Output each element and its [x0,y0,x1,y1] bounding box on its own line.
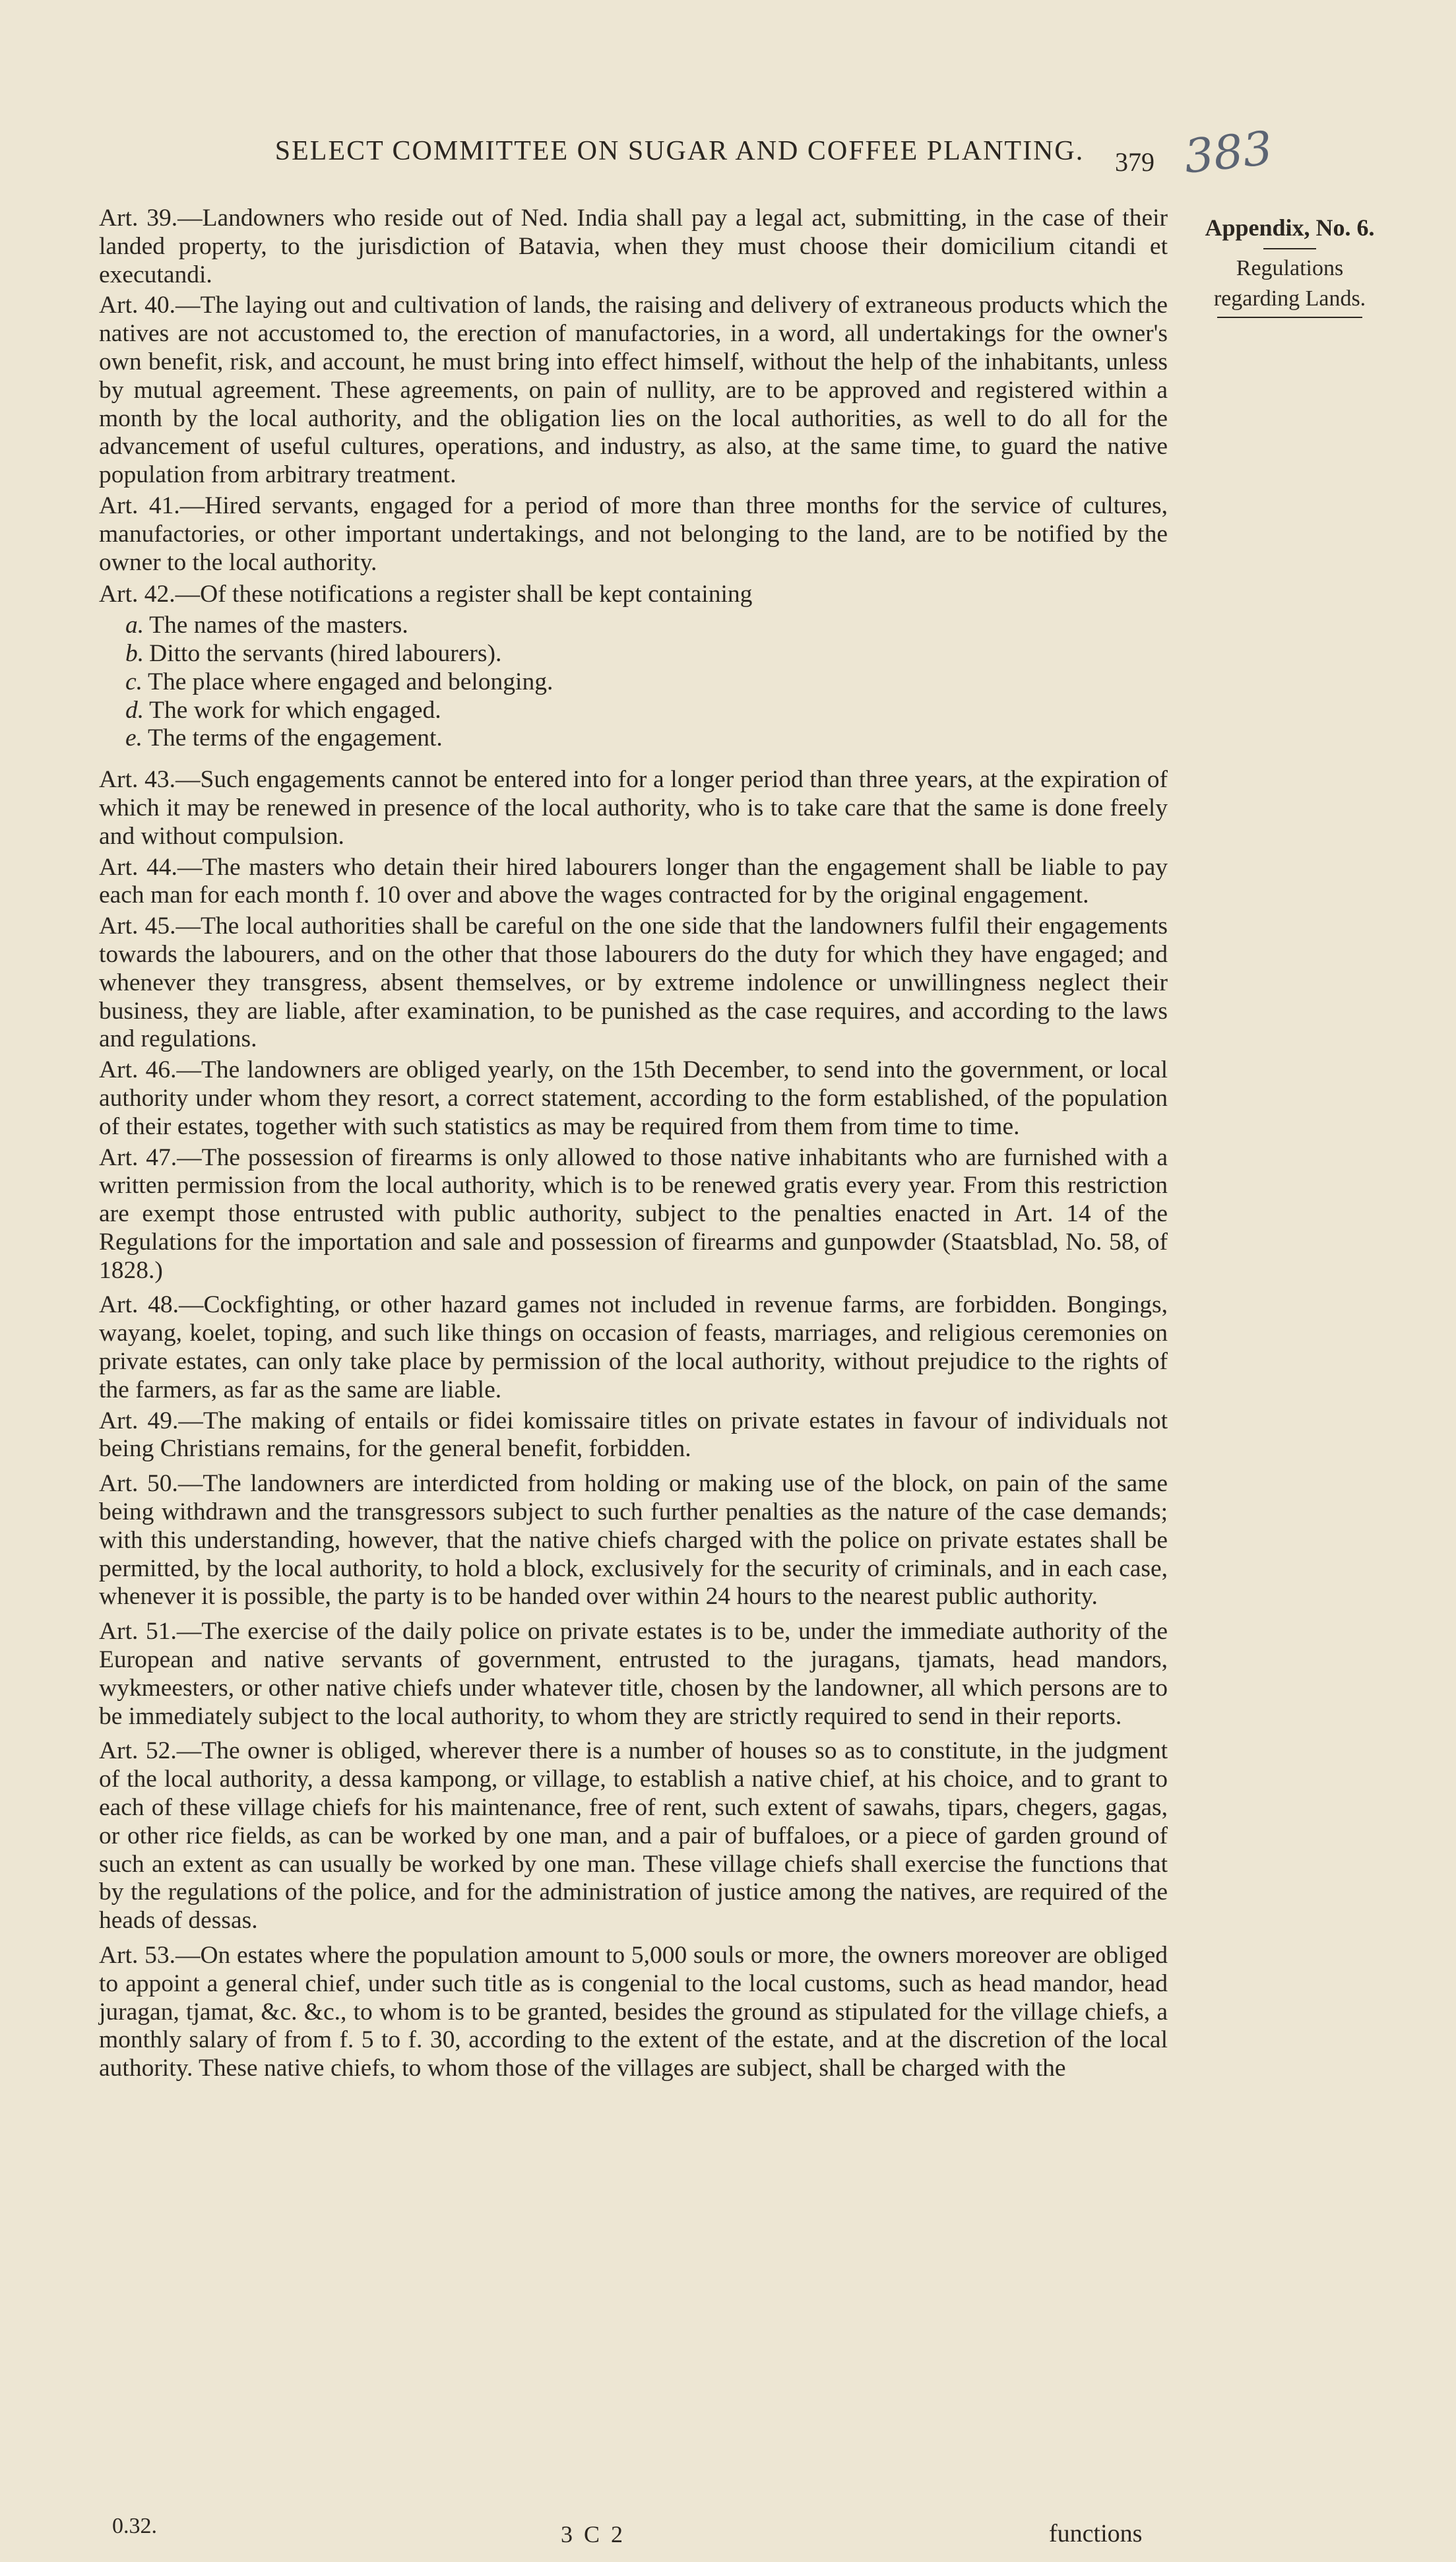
article-47: Art. 47.—The possession of firearms is only allowed to those native inhabitants who are furnished with a written permission from the local authority, which is to be renewed gratis every year. From this restriction are exempt those entrusted with public authority, subject to the penalties enacted in Art. 14 of the Regulations for the importation and sale and possession of firearms and gunpowder (Staatsblad, No. 58, of 1828.) [99,1143,1168,1284]
article-53: Art. 53.—On estates where the population amount to 5,000 souls or more, the owners moreover are obliged to appoint a general chief, under such title as is congenial to the local customs, such as head mandor, head juragan, tjamat, &c. &c., to whom is to be granted, besides the ground as stipulated for the village chiefs, a monthly salary of from f. 5 to f. 30, according to the extent of the estate, and at the discretion of the local authority. These native chiefs, to whom those of the villages are subject, shall be charged with the [99,1942,1168,2082]
list-item: b. Ditto the servants (hired labourers). [125,639,502,667]
article-49: Art. 49.—The making of entails or fidei komissaire titles on private estates in favour of individuals not being Christians remains, for the general benefit, forbidden. [99,1407,1168,1463]
list-item: e. The terms of the engagement. [125,724,443,752]
sidenote-line-2: regarding Lands. [1213,286,1366,311]
article-52: Art. 52.—The owner is obliged, wherever there is a number of houses so as to constitute, in the judgment of the local authority, a dessa kampong, or village, to establish a native chief, at his choice, and to grant to each of these village chiefs for his maintenance, free of rent, such extent of sawahs, tipars, chegers, gagas, or other rice fields, as can be worked by one man, and a pair of buffaloes, or a piece of garden ground of such an extent as can usually be worked by one man. These village chiefs shall exercise the functions that by the regulations of the police, and for the administration of justice among the natives, are required of the heads of dessas. [99,1737,1168,1935]
article-50: Art. 50.—The landowners are interdicted from holding or making use of the block, on pain of the same being withdrawn and the transgressors subject to such further penalties as the nature of the case demands; with this understanding, however, that the native chiefs charged with the police on private estates shall be permitted, by the local authority, to hold a block, exclusively for the security of criminals, and in each case, whenever it is possible, the party is to be handed over within 24 hours to the nearest public authority. [99,1470,1168,1611]
running-title: SELECT COMMITTEE ON SUGAR AND COFFEE PLANTING. [274,136,1085,166]
article-40: Art. 40.—The laying out and cultivation of lands, the raising and delivery of extraneous products which the natives are not accustomed to, the erection of manufactories, in a word, all undertakings for the owner's own benefit, risk, and account, he must bring into effect himself, without the help of the inhabitants, unless by mutual agreement. These agreements, on pain of nullity, are to be approved and registered within a month by the local authority, and the obligation lies on the local authorities, as well to do all for the advancement of useful cultures, operations, and industry, as also, at the same time, to guard the native population from arbitrary treatment. [99,292,1168,489]
article-45: Art. 45.—The local authorities shall be careful on the one side that the landowners fulfil their engagements towards the labourers, and on the other that those labourers do the duty for which they have engaged; and whenever they transgress, absent themselves, or by extreme indolence or unwillingness neglect their business, they are liable, after examination, to be punished as the case requires, and according to the laws and regulations. [99,913,1168,1053]
divider [1217,317,1362,318]
page-number: 379 [1115,147,1155,177]
register-list [99,612,1168,753]
document-body [99,205,1168,2086]
article-41: Art. 41.—Hired servants, engaged for a period of more than three months for the service of cultures, manufactories, or other important undertakings, and not belonging to the land, are to be notified by the owner to the local authority. [99,492,1168,576]
list-item: a. The names of the masters. [125,612,408,639]
article-39: Art. 39.—Landowners who reside out of Ned. India shall pay a legal act, submitting, in the case of their landed property, to the jurisdiction of Batavia, when they must choose their domicilium citandi et executandi. [99,205,1168,288]
list-item: d. The work for which engaged. [125,696,441,724]
sidenote-line-1: Regulations [1236,256,1344,280]
sheet-signature: 3 C 2 [561,2521,626,2547]
list-item: c. The place where engaged and belonging. [125,668,554,695]
article-42: Art. 42.—Of these notifications a register shall be kept containing [99,581,753,608]
article-51: Art. 51.—The exercise of the daily police on private estates is to be, under the immediate authority of the European and native servants of government, entrusted to the juragans, tjamats, head mandors, wykmeesters, or other native chiefs under whatever title, chosen by the landowner, all which persons are to be immediately subject to the local authority, to whom they are strictly required to send in their reports. [99,1618,1168,1730]
signature-mark: 0.32. [112,2514,157,2538]
article-48: Art. 48.—Cockfighting, or other hazard games not included in revenue farms, are forbidden. Bongings, wayang, koelet, toping, and such like things on occasion of feasts, marriages, and religious ceremonies on private estates, can only take place by permission of the local authority, without prejudice to the rights of the farmers, as far as the same are liable. [99,1291,1168,1403]
catchword: functions [1049,2520,1143,2547]
appendix-label: Appendix, No. 6. [1205,214,1375,241]
article-44: Art. 44.—The masters who detain their hired labourers longer than the engagement shall be liable to pay each man for each month f. 10 over and above the wages contracted for by the original engagement. [99,853,1168,909]
handwritten-page-number: 383 [1182,121,1275,184]
article-43: Art. 43.—Such engagements cannot be entered into for a longer period than three years, at the expiration of which it may be renewed in presence of the local authority, who is to take care that the same is done freely and without compulsion. [99,766,1168,850]
article-46: Art. 46.—The landowners are obliged yearly, on the 15th December, to send into the government, or local authority under whom they resort, a correct statement, according to the form established, of the population of their estates, together with such statistics as may be required from them from time to time. [99,1056,1168,1140]
divider [1263,248,1316,249]
margin-note [1181,212,1399,321]
